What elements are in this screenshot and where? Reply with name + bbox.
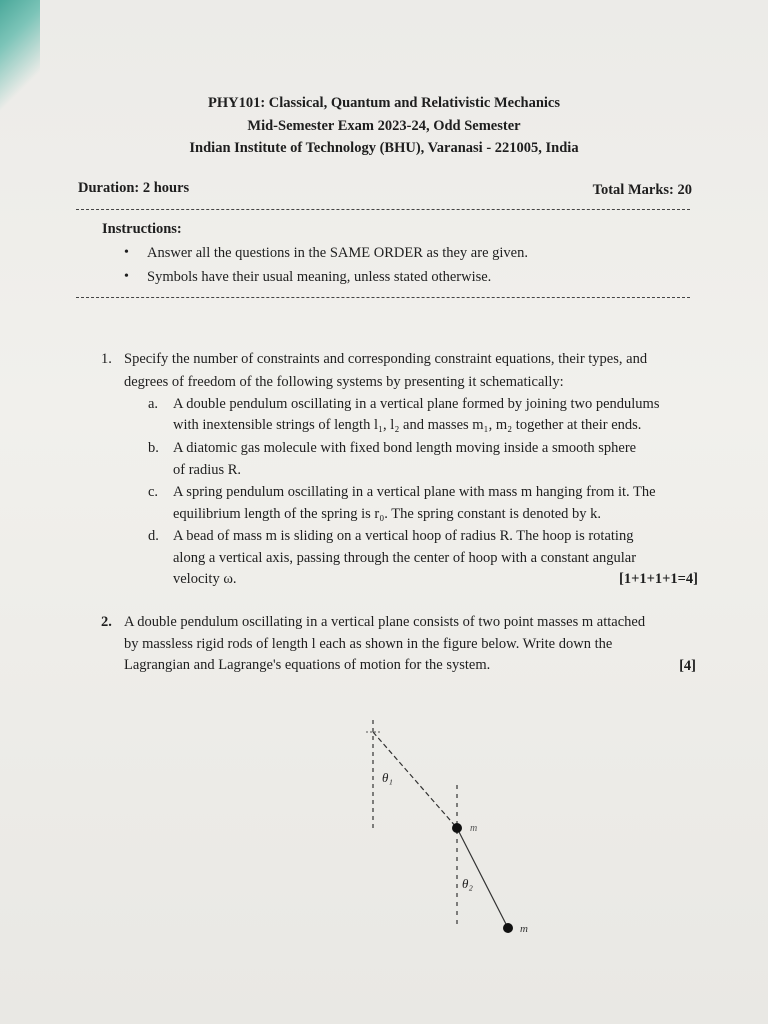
mass-1-bob xyxy=(452,823,462,833)
q1-text-line2: degrees of freedom of the following systems by presenting it schematically: xyxy=(124,374,564,390)
institute-name: Indian Institute of Technology (BHU), Varanasi - 221005, India xyxy=(189,140,579,156)
q1a-label: a. xyxy=(148,396,159,412)
q1d-line2: along a vertical axis, passing through the center of hoop with a constant angular xyxy=(173,550,637,566)
q2-text-line1: A double pendulum oscillating in a vertical plane consists of two point masses m attached xyxy=(124,614,646,630)
theta1-label: θ₁ xyxy=(382,770,393,785)
bullet-icon: • xyxy=(124,269,129,284)
q1c-line1: A spring pendulum oscillating in a vertical plane with mass m hanging from it. The xyxy=(173,484,656,500)
double-pendulum-figure xyxy=(300,710,580,950)
mass1-label: m xyxy=(470,823,478,834)
total-marks: Total Marks: 20 xyxy=(592,182,692,198)
instruction-item: Answer all the questions in the SAME ORDER as they are given. xyxy=(147,245,528,261)
bullet-icon: • xyxy=(124,245,129,260)
instruction-item: Symbols have their usual meaning, unless stated otherwise. xyxy=(147,269,492,285)
q1-text-line1: Specify the number of constraints and corresponding constraint equations, their types, and xyxy=(124,351,648,367)
q1d-line1: A bead of mass m is sliding on a vertical hoop of radius R. The hoop is rotating xyxy=(173,528,634,544)
instructions-title: Instructions: xyxy=(102,221,182,237)
q2-number: 2. xyxy=(101,614,112,630)
q1c-label: c. xyxy=(148,484,159,500)
divider-bottom xyxy=(76,297,690,298)
course-title: PHY101: Classical, Quantum and Relativistic Mechanics xyxy=(207,95,561,111)
q1a-line2: with inextensible strings of length l₁, l₂ and masses m₁, m₂ together at their ends. xyxy=(173,417,642,433)
duration: Duration: 2 hours xyxy=(78,180,190,196)
q1b-line2: of radius R. xyxy=(173,462,242,478)
q1c-line2: equilibrium length of the spring is r₀. The spring constant is denoted by k. xyxy=(173,506,602,522)
q1-number: 1. xyxy=(101,351,112,367)
q1a-line1: A double pendulum oscillating in a vertical plane formed by joining two pendulums xyxy=(173,396,660,412)
q1b-label: b. xyxy=(148,440,159,456)
q1b-line1: A diatomic gas molecule with fixed bond length moving inside a smooth sphere xyxy=(173,440,637,456)
mass2-label: m xyxy=(520,923,528,935)
q2-text-line3: Lagrangian and Lagrange's equations of motion for the system. xyxy=(124,657,491,673)
q1d-label: d. xyxy=(148,528,159,544)
exam-title: Mid-Semester Exam 2023-24, Odd Semester xyxy=(247,118,521,134)
q1d-line3: velocity ω. xyxy=(173,571,237,587)
q2-marks: [4] xyxy=(679,658,696,674)
q2-text-line2: by massless rigid rods of length l each as shown in the figure below. Write down the xyxy=(124,636,613,652)
mass-2-bob xyxy=(503,923,513,933)
q1-marks: [1+1+1+1=4] xyxy=(619,571,698,587)
divider-top xyxy=(76,209,690,210)
theta2-label: θ₂ xyxy=(462,876,473,891)
